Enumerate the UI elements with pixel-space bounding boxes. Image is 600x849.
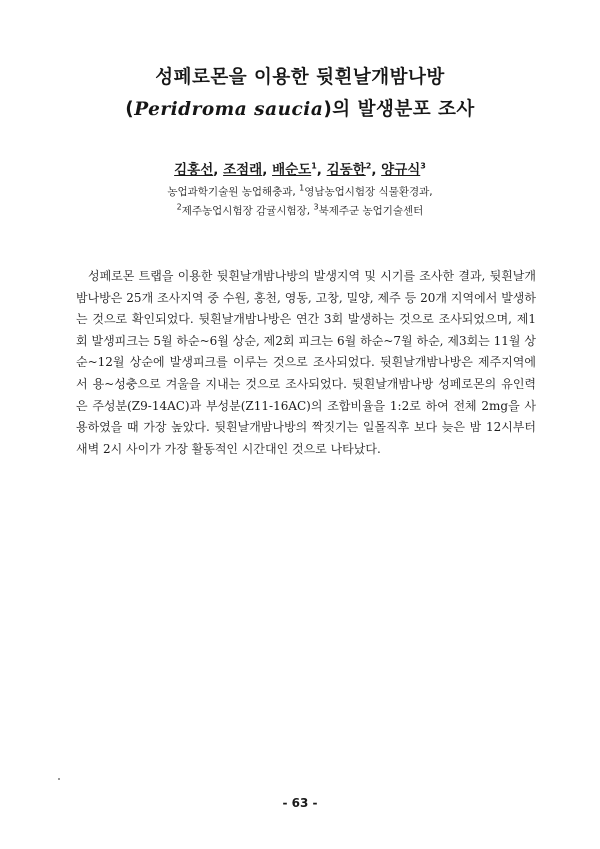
affiliation-mark: 2 [176,202,182,212]
affiliation-text: 제주농업시험장 감귤시험장, [181,205,314,217]
author [174,162,223,178]
author [223,162,272,178]
author-name: 배순도 [272,162,312,178]
affiliation-text: 영남농업시험장 식물환경과, [304,186,433,198]
author-list [0,160,600,180]
author [381,162,426,178]
title-open-paren: ( [125,99,135,120]
author-name: 양규식 [381,162,421,178]
author-name: 김홍선 [174,162,214,178]
author-affiliation-mark: 1 [311,161,317,171]
affiliation-line-2 [0,203,600,219]
page-number: - 63 - [282,796,318,810]
scan-speck [58,778,60,780]
author-name: 김동한 [326,162,366,178]
author-affiliation-mark: 3 [420,161,426,171]
scientific-name: Peridroma saucia [134,99,324,120]
affiliation-line-1 [0,184,600,200]
author-separator: , [213,162,224,178]
affiliation-mark: 3 [313,202,319,212]
author-separator: , [371,162,382,178]
affiliation-mark: 1 [299,183,305,193]
abstract-body: 성페로몬 트랩을 이용한 뒷흰날개밤나방의 발생지역 및 시기를 조사한 결과, 뒷흰날개밤나방은 25개 조사지역 중 수원, 홍천, 영동, 고창, 밀양, 제주 등 20개 지역에서 발생하는 것으로 확인되었다. 뒷흰날개밤나방은 연간 3회 발생하는 것으로 조사되었으며, 제1회 발생피크는 5월 하순~6월 상순, 제2회 피크는 6월 하순~7월 하순, 제3회는 11월 상순~12월 상순에 발생피크를 이루는 것으로 조사되었다. 뒷흰날개밤나방은 제주지역에서 용~성충으로 겨울을 지내는 것으로 조사되었다. 뒷흰날개밤나방 성페로몬의 유인력은 주성분(Z9-14AC)과 부성분(Z11-16AC)의 조합비율을 1:2로 하여 전체 2mg을 사용하였을 때 가장 높았다. 뒷흰날개밤나방의 짝짓기는 일몰직후 보다 늦은 밤 12시부터 새벽 2시 사이가 가장 활동적인 시간대인 것으로 나타났다. [76,269,536,456]
author-separator: , [262,162,273,178]
author-affiliation-mark: 2 [365,161,372,171]
affiliation-text: 북제주군 농업기술센터 [318,205,424,217]
author-separator: , [316,162,327,178]
author [272,162,327,178]
title-line-2 [0,94,600,126]
title-line-2-rest: )의 발생분포 조사 [323,99,475,120]
title-line-1: 성페로몬을 이용한 뒷흰날개밤나방 [155,67,445,88]
author [327,162,382,178]
paper-title [0,62,600,126]
author-name: 조점래 [223,162,263,178]
affiliation-text: 농업과학기술원 농업해충과, [167,186,300,198]
